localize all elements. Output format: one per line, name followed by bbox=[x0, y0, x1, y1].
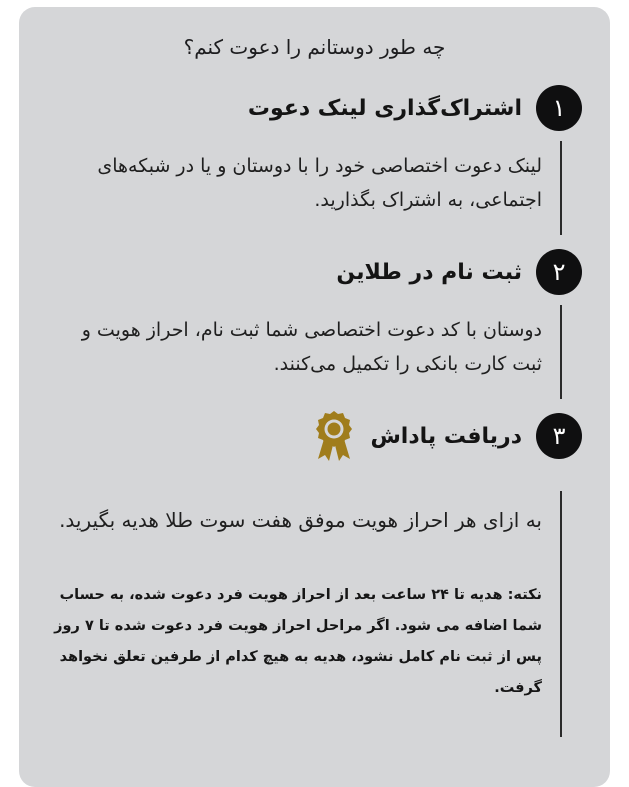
step-title: ثبت نام در طلاین bbox=[336, 259, 522, 285]
step-2-header bbox=[39, 249, 582, 295]
step-3-header bbox=[39, 409, 582, 463]
step-1-header bbox=[39, 85, 582, 131]
step-connector-line bbox=[560, 491, 562, 737]
invite-guide-card bbox=[19, 7, 610, 787]
step-number-badge: ۱ bbox=[536, 85, 582, 131]
step-note: نکته: هدیه تا ۲۴ ساعت بعد از احراز هویت فرد دعوت شده، به حساب شما اضافه می شود. اگر مراحل احراز هویت فرد دعوت شده تا ۷ روز پس از ثبت نام کامل نشود، هدیه به هیچ کدام از طرفین تعلق نخواهد گرفت. bbox=[54, 587, 542, 696]
step-description: دوستان با کد دعوت اختصاصی شما ثبت نام، احراز هویت و ثبت کارت بانکی را تکمیل می‌کنند. bbox=[81, 319, 542, 375]
step-number-badge: ۲ bbox=[536, 249, 582, 295]
step-connector-line bbox=[560, 141, 562, 235]
medal-icon bbox=[312, 409, 356, 463]
step-description: لینک دعوت اختصاصی خود را با دوستان و یا در شبکه‌های اجتماعی، به اشتراک بگذارید. bbox=[97, 155, 542, 211]
step-title: اشتراک‌گذاری لینک دعوت bbox=[247, 95, 522, 121]
page-title: چه طور دوستانم را دعوت کنم؟ bbox=[183, 35, 446, 59]
step-connector-line bbox=[560, 305, 562, 399]
step-number-badge: ۳ bbox=[536, 413, 582, 459]
step-title: دریافت پاداش bbox=[370, 423, 522, 449]
step-description: به ازای هر احراز هویت موفق هفت سوت طلا هدیه بگیرید. bbox=[59, 508, 542, 532]
